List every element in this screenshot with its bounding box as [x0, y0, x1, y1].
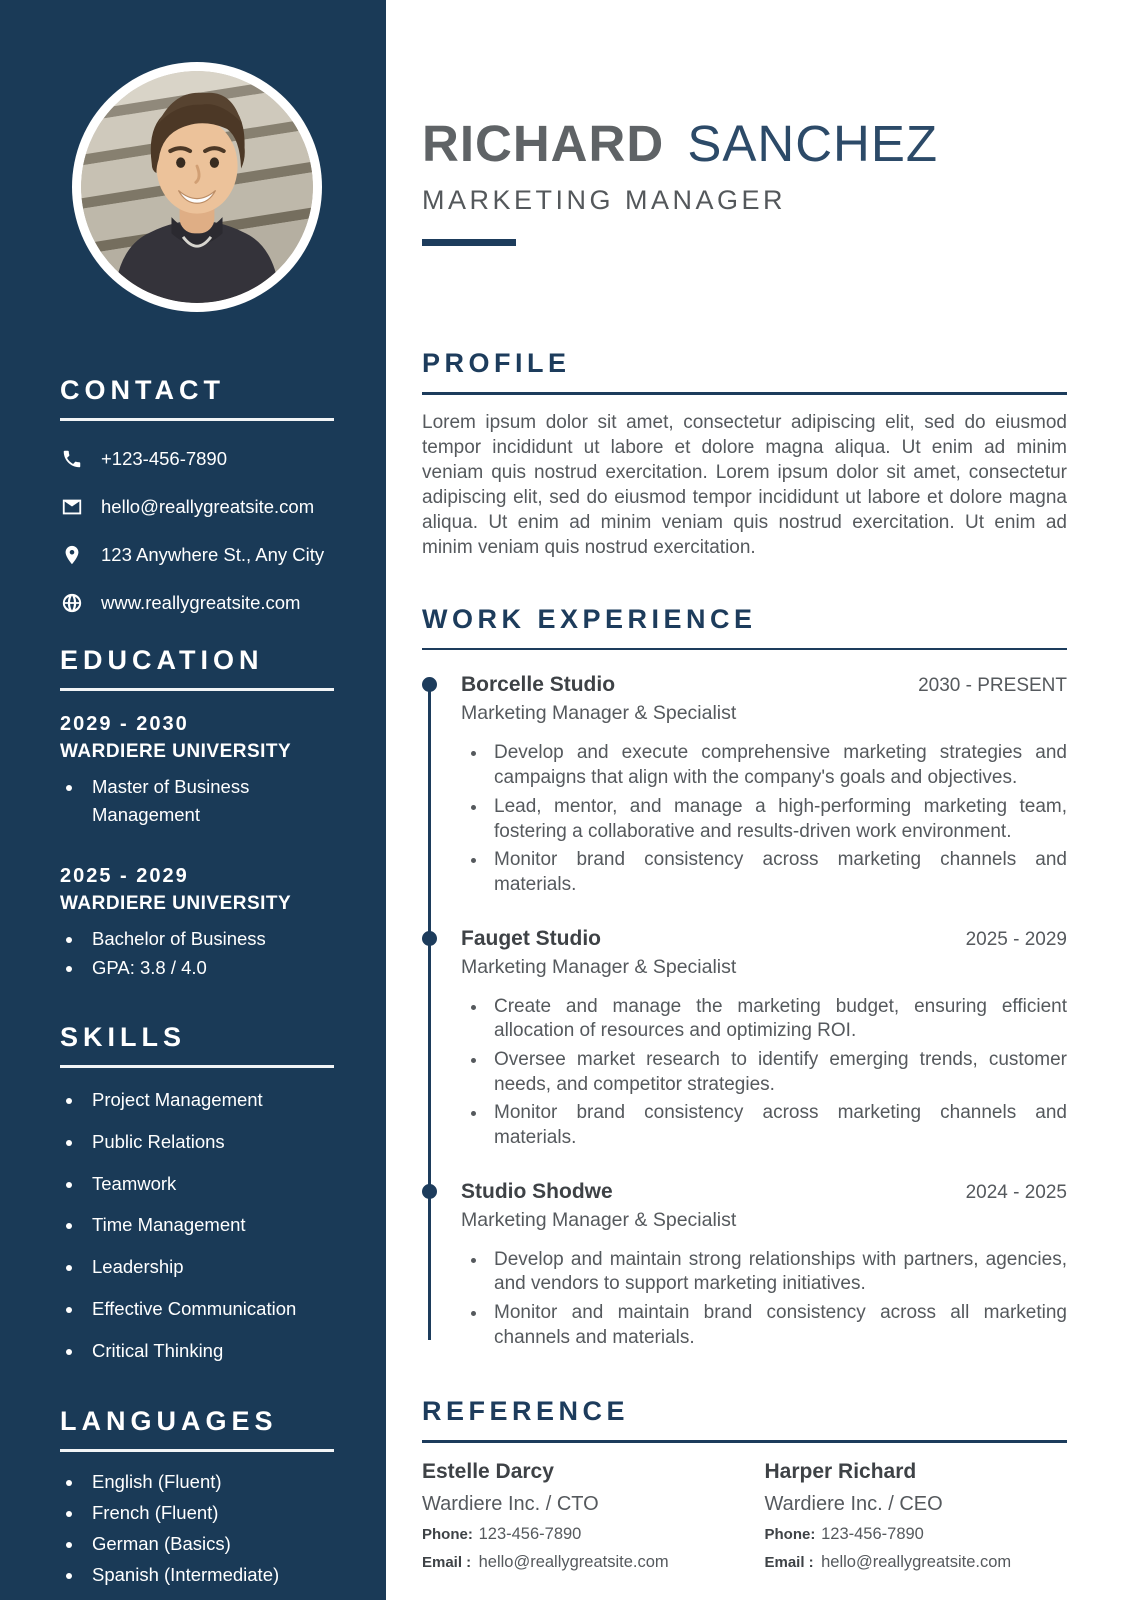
contact-item-website — [60, 591, 334, 615]
work-experience-heading: WORK EXPERIENCE — [422, 603, 757, 634]
first-name: RICHARD — [422, 115, 665, 172]
name-header — [422, 115, 1067, 246]
job-bullets — [461, 995, 1067, 1151]
title-accent-bar — [422, 239, 516, 246]
education-school: WARDIERE UNIVERSITY — [60, 741, 292, 762]
language-item: • Spanish (Intermediate) — [84, 1561, 334, 1589]
skill-item: • Teamwork — [84, 1170, 334, 1198]
profile-photo-illustration — [81, 71, 313, 303]
education-section — [60, 645, 334, 982]
profile-divider — [422, 392, 1067, 395]
education-heading: EDUCATION — [60, 645, 264, 675]
contact-list — [60, 447, 334, 615]
language-item: • German (Basics) — [84, 1530, 334, 1558]
reference-person — [765, 1460, 1068, 1572]
job-head — [461, 1180, 1067, 1204]
skill-item: • Effective Communication — [84, 1295, 334, 1323]
job-bullet: • Monitor and maintain brand consistency across all marketing channels and materials. — [488, 1301, 1067, 1350]
job-bullet: • Create and manage the marketing budget, ensuring efficient allocation of resources and optimizing ROI. — [488, 995, 1067, 1044]
reference-company: Wardiere Inc. / CTO — [422, 1492, 599, 1515]
education-entry — [60, 713, 334, 829]
reference-section — [422, 1396, 1067, 1572]
reference-name: Estelle Darcy — [422, 1459, 554, 1483]
phone-icon — [60, 447, 84, 471]
education-bullet: • Master of Business Management — [84, 773, 334, 829]
location-icon — [60, 543, 84, 567]
skill-item: • Leadership — [84, 1253, 334, 1281]
profile-photo — [72, 62, 322, 312]
job-title: MARKETING MANAGER — [422, 185, 787, 215]
job-bullet: • Develop and execute comprehensive marketing strategies and campaigns that align with the company's goals and objectives. — [488, 741, 1067, 790]
job-head — [461, 673, 1067, 697]
job-bullets — [461, 741, 1067, 897]
profile-text: Lorem ipsum dolor sit amet, consectetur adipiscing elit, sed do eiusmod tempor incididunt ut labore et dolore magna aliqua. Ut enim ad minim veniam quis nostrud exercitation. Lorem ipsum dolor sit amet, consectetur adipiscing elit, sed do eiusmod tempor incididunt ut labore et dolore magna aliqua. Ut enim ad minim veniam quis nostrud exercitation. Ut enim ad minim veniam quis nostrud exercitation. — [422, 411, 1067, 558]
contact-phone-text: +123-456-7890 — [101, 448, 228, 469]
full-name — [422, 115, 1067, 172]
skill-item: • Critical Thinking — [84, 1337, 334, 1365]
reference-name: Harper Richard — [764, 1459, 917, 1483]
job-entry — [461, 1180, 1067, 1351]
reference-phone-value: 123-456-7890 — [478, 1524, 582, 1543]
reference-divider — [422, 1440, 1067, 1443]
contact-email-text: hello@reallygreatsite.com — [101, 496, 315, 517]
job-role: Marketing Manager & Specialist — [461, 955, 737, 978]
education-bullet: • GPA: 3.8 / 4.0 — [84, 954, 334, 982]
reference-email-label: Email : — [422, 1553, 472, 1571]
job-period: 2030 - PRESENT — [918, 675, 1067, 697]
reference-person — [422, 1460, 725, 1572]
sidebar — [0, 0, 386, 1600]
job-entry — [461, 673, 1067, 897]
email-icon — [60, 495, 84, 519]
education-bullets — [60, 773, 334, 829]
education-divider — [60, 688, 334, 691]
skill-item: • Project Management — [84, 1086, 334, 1114]
job-bullet: • Develop and maintain strong relationships with partners, agencies, and vendors to support marketing initiatives. — [488, 1248, 1067, 1297]
job-role: Marketing Manager & Specialist — [461, 1208, 737, 1231]
globe-icon — [60, 591, 84, 615]
language-item: • French (Fluent) — [84, 1499, 334, 1527]
skills-heading: SKILLS — [60, 1022, 187, 1052]
education-entry — [60, 865, 334, 983]
education-bullet: • Bachelor of Business — [84, 925, 334, 953]
last-name: SANCHEZ — [687, 115, 939, 172]
job-bullet: • Lead, mentor, and manage a high-performing marketing team, fostering a collaborative and results-driven work environment. — [488, 795, 1067, 844]
work-experience-divider — [422, 648, 1067, 651]
reference-phone-row — [765, 1525, 1068, 1544]
timeline-dot — [422, 677, 437, 692]
skills-list — [60, 1086, 334, 1364]
language-item: • English (Fluent) — [84, 1468, 334, 1496]
education-period: 2029 - 2030 — [60, 713, 189, 735]
reference-email-row — [765, 1553, 1068, 1572]
reference-phone-label: Phone: — [422, 1525, 473, 1543]
job-period: 2025 - 2029 — [965, 928, 1067, 950]
contact-address-text: 123 Anywhere St., Any City — [101, 544, 325, 565]
education-school: WARDIERE UNIVERSITY — [60, 892, 292, 914]
job-bullet: • Monitor brand consistency across marketing channels and materials. — [488, 848, 1067, 897]
reference-email-label: Email : — [764, 1553, 814, 1571]
job-head — [461, 927, 1067, 951]
timeline-dot — [422, 1184, 437, 1199]
contact-divider — [60, 418, 334, 421]
languages-section — [60, 1406, 334, 1588]
job-role: Marketing Manager & Specialist — [461, 702, 737, 725]
job-company: Fauget Studio — [461, 926, 601, 950]
reference-grid — [422, 1460, 1067, 1572]
job-company: Borcelle Studio — [461, 673, 616, 697]
job-bullets — [461, 1248, 1067, 1351]
education-bullets — [60, 925, 334, 983]
contact-item-email — [60, 495, 334, 519]
contact-heading: CONTACT — [60, 375, 225, 405]
languages-list — [60, 1468, 334, 1588]
reference-company: Wardiere Inc. / CEO — [764, 1492, 943, 1515]
work-experience-section — [422, 604, 1067, 1351]
skills-section — [60, 1022, 334, 1364]
contact-item-phone — [60, 447, 334, 471]
profile-section — [422, 348, 1067, 560]
education-period: 2025 - 2029 — [60, 864, 189, 887]
main-column — [386, 0, 1131, 1600]
contact-website-text: www.reallygreatsite.com — [101, 592, 301, 613]
reference-email-value: hello@reallygreatsite.com — [478, 1552, 669, 1571]
reference-email-value: hello@reallygreatsite.com — [821, 1552, 1012, 1571]
reference-phone-value: 123-456-7890 — [821, 1524, 924, 1543]
job-period: 2024 - 2025 — [965, 1181, 1067, 1203]
timeline-dot — [422, 931, 437, 946]
skill-item: • Time Management — [84, 1211, 334, 1239]
contact-section — [60, 375, 334, 615]
languages-heading: LANGUAGES — [60, 1406, 278, 1437]
skills-divider — [60, 1065, 334, 1068]
profile-heading: PROFILE — [422, 348, 571, 378]
job-bullet: • Oversee market research to identify emerging trends, customer needs, and competitor strategies. — [488, 1048, 1067, 1097]
reference-phone-label: Phone: — [764, 1525, 816, 1543]
job-company: Studio Shodwe — [461, 1179, 613, 1203]
reference-heading: REFERENCE — [422, 1396, 630, 1427]
languages-divider — [60, 1449, 334, 1452]
reference-phone-row — [422, 1525, 725, 1544]
work-timeline — [422, 673, 1067, 1350]
skill-item: • Public Relations — [84, 1128, 334, 1156]
contact-item-address — [60, 543, 334, 567]
reference-email-row — [422, 1553, 725, 1572]
job-bullet: • Monitor brand consistency across marketing channels and materials. — [488, 1101, 1067, 1150]
job-entry — [461, 927, 1067, 1151]
